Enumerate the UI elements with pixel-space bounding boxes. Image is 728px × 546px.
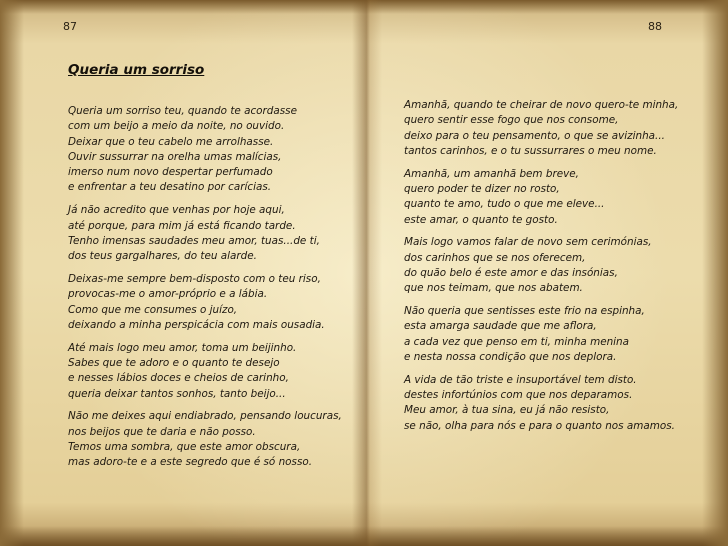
page-number-left: 87 xyxy=(63,20,77,33)
verse-line: se não, olha para nós e para o quanto nos amamos. xyxy=(404,419,675,432)
stanza xyxy=(68,104,353,196)
verse-line: dos carinhos que se nos oferecem, xyxy=(404,251,586,264)
book-left-edge xyxy=(0,0,24,546)
verse-line: Mais logo vamos falar de novo sem cerimónias, xyxy=(404,236,652,249)
verse-line: Deixas-me sempre bem-disposto com o teu riso, xyxy=(68,272,321,285)
verse-line: Queria um sorriso teu, quando te acordasse xyxy=(68,105,297,117)
verse-line: Meu amor, à tua sina, eu já não resisto, xyxy=(404,404,610,417)
verse-line: deixo para o teu pensamento, o que se avizinha... xyxy=(404,129,665,142)
verse-line: e nesses lábios doces e cheios de carinho, xyxy=(68,372,289,385)
verse-line: quero poder te dizer no rosto, xyxy=(404,182,560,195)
stanza xyxy=(404,304,699,365)
verse-line: e nesta nossa condição que nos deplora. xyxy=(404,350,617,363)
verse-line: com um beijo a meio da noite, no ouvido. xyxy=(68,120,285,133)
stanza xyxy=(404,235,699,296)
verse-line: Até mais logo meu amor, toma um beijinho. xyxy=(68,341,297,354)
left-page-poem xyxy=(68,104,353,478)
verse-line: que nos teimam, que nos abatem. xyxy=(404,282,583,295)
verse-line: Ouvir sussurrar na orelha umas malícias, xyxy=(68,150,282,163)
verse-line: Amanhã, um amanhã bem breve, xyxy=(404,167,579,180)
verse-line: deixando a minha perspicácia com mais ousadia. xyxy=(68,318,325,331)
verse-line: até porque, para mim já está ficando tarde. xyxy=(68,219,296,232)
verse-line: quanto te amo, tudo o que me eleve... xyxy=(404,198,605,211)
stanza xyxy=(68,341,353,402)
verse-line: nos beijos que te daria e não posso. xyxy=(68,425,256,438)
verse-line: Sabes que te adoro e o quanto te desejo xyxy=(68,356,280,369)
verse-line: este amar, o quanto te gosto. xyxy=(404,213,558,226)
stanza xyxy=(68,409,353,470)
stanza xyxy=(404,167,699,228)
page-number-right: 88 xyxy=(648,20,662,33)
verse-line: Já não acredito que venhas por hoje aqui, xyxy=(68,204,285,217)
verse-line: provocas-me o amor-próprio e a lábia. xyxy=(68,288,268,301)
verse-line: Tenho imensas saudades meu amor, tuas...de ti, xyxy=(68,234,320,247)
verse-line: mas adoro-te e a este segredo que é só nosso. xyxy=(68,456,313,469)
verse-line: Amanhã, quando te cheirar de novo quero-te minha, xyxy=(404,99,679,111)
verse-line: quero sentir esse fogo que nos consome, xyxy=(404,114,619,127)
verse-line: Não me deixes aqui endiabrado, pensando loucuras, xyxy=(68,410,342,423)
verse-line: Deixar que o teu cabelo me arrolhasse. xyxy=(68,135,274,148)
verse-line: Como que me consumes o juízo, xyxy=(68,303,238,316)
stanza xyxy=(404,373,699,434)
verse-line: do quão belo é este amor e das insónias, xyxy=(404,266,618,279)
verse-line: Não queria que sentisses este frio na espinha, xyxy=(404,305,645,318)
stanza xyxy=(68,203,353,264)
verse-line: A vida de tão triste e insuportável tem disto. xyxy=(404,373,637,386)
verse-line: Temos uma sombra, que este amor obscura, xyxy=(68,440,301,453)
stanza xyxy=(68,272,353,333)
verse-line: esta amarga saudade que me aflora, xyxy=(404,320,597,333)
book-spine xyxy=(352,0,382,546)
verse-line: tantos carinhos, e o tu sussurrares o meu nome. xyxy=(404,144,657,157)
verse-line: dos teus gargalhares, do teu alarde. xyxy=(68,250,257,263)
verse-line: e enfrentar a teu desatino por carícias. xyxy=(68,181,272,194)
right-page-poem xyxy=(404,98,699,441)
verse-line: imerso num novo despertar perfumado xyxy=(68,166,273,179)
verse-line: queria deixar tantos sonhos, tanto beijo... xyxy=(68,387,286,400)
book-right-edge xyxy=(702,0,728,546)
poem-title: Queria um sorriso xyxy=(68,62,205,78)
stanza xyxy=(404,98,699,159)
verse-line: destes infortúnios com que nos deparamos. xyxy=(404,389,633,402)
verse-line: a cada vez que penso em ti, minha menina xyxy=(404,335,630,348)
